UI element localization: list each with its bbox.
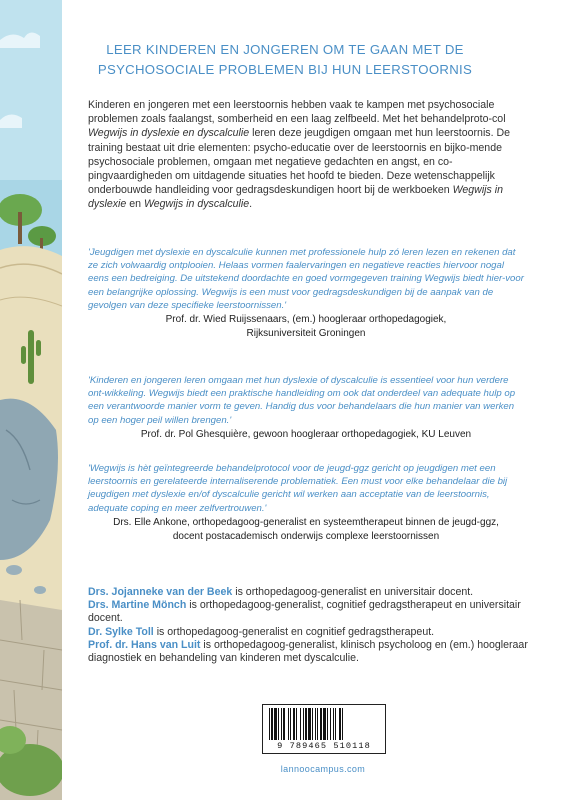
barcode-bar: [317, 708, 318, 740]
author-description: is orthopedagoog-generalist en cognitief gedragstherapeut.: [153, 625, 435, 638]
cover-illustration: [0, 0, 62, 800]
endorsement-quote-2: [88, 374, 524, 442]
intro-title-2: Wegwijs in dyslexie: [88, 184, 504, 211]
barcode-bar: [283, 708, 285, 740]
author-name: Prof. dr. Hans van Luit: [88, 638, 201, 651]
barcode-bar: [339, 708, 341, 740]
author-description: is orthopedagoog-generalist en universitair docent.: [232, 586, 474, 598]
barcode-bar: [333, 708, 334, 740]
barcode-bar: [274, 708, 277, 740]
author-bio: [88, 626, 528, 639]
barcode-bar: [315, 708, 316, 740]
quote-source-line-1: Prof. dr. Wied Ruijssenaars, (em.) hoogleraar orthopedagogiek,: [165, 314, 447, 326]
quote-text: 'Jeugdigen met dyslexie en dyscalculie kunnen met professionele hulp zó leren lezen en rekenen dat ze zich volwaardig ontplooien. Helaas vormen faalervaringen en negatieve reacties hiervoor nogal eens een bedreiging. De uitstekend doordachte en goed vormgegeven training Wegwijs biedt hier-voor een belangrijke oplossing. Wegwijs is een must voor gedragsdeskundigen bij de aanpak van de gevolgen van deze specifieke leerstoornissen.': [88, 247, 524, 311]
author-description: is orthopedagoog-generalist, cognitief gedragstherapeut en universitair docent.: [88, 599, 521, 625]
quote-source-line-2: Rijksuniversiteit Groningen: [246, 328, 366, 340]
author-name: Drs. Martine Mönch: [88, 599, 187, 612]
headline: [40, 40, 530, 80]
quote-text: 'Wegwijs is hèt geïntegreerde behandelprotocol voor de jeugd-ggz gericht op jeugdigen met een leerstoornis en gerelateerde internaliserende problematiek. Een must voor elke behandelaar die bij jeugdigen met dyslexie en/of dyscalculie gericht wil werken aan acceptatie van de leerstoornis, adequate coping en meer zelfvertrouwen.': [88, 463, 508, 514]
barcode-bar: [308, 708, 311, 740]
isbn-number: 9 789465 510118: [277, 741, 371, 751]
isbn-barcode: [262, 704, 386, 754]
quote-source-line-1: Drs. Elle Ankone, orthopedagoog-generalist en systeemtherapeut binnen de jeugd-ggz,: [113, 516, 499, 528]
author-bio: [88, 599, 528, 625]
intro-paragraph: [88, 98, 524, 212]
author-description: is orthopedagoog-generalist, klinisch psycholoog en (em.) hoogleraar diagnostiek en behandeling van kinderen met dyscalculie.: [88, 638, 528, 665]
barcode-bar: [303, 708, 304, 740]
intro-text-3: en: [126, 198, 144, 211]
quote-source-line-1: Prof. dr. Pol Ghesquière, gewoon hoogleraar orthopedagogiek, KU Leuven: [140, 428, 472, 440]
endorsement-quote-1: [88, 246, 524, 341]
publisher-url: lannoocampus.com: [280, 764, 366, 774]
barcode-bar: [288, 708, 289, 740]
barcode-bar: [281, 708, 282, 740]
barcode-bar: [269, 708, 270, 740]
intro-text-2: leren deze jeugdigen omgaan met hun leerstoornis. De training bestaat uit drie elementen: psycho-educatie over de leerstoornis en bijko-mende psychosociale problemen, omgaan met negatieve gedachten en angst, en co-pingvaardigheden om uitdagende situaties het hoofd te bieden. Deze wetenschappelijk onderbouwde handleiding voor gedragsdeskundigen hoort bij de werkboeken: [88, 127, 511, 197]
author-name: Drs. Jojanneke van der Beek: [88, 586, 233, 598]
barcode-bar: [327, 708, 328, 740]
barcode-bars: [267, 708, 381, 740]
barcode-bar: [300, 708, 301, 740]
quote-text: 'Kinderen en jongeren leren omgaan met hun dyslexie of dyscalculie is essentieel voor hun verdere ont-wikkeling. Wegwijs biedt een praktische handleiding om ook dat onderdeel van adequate hulp op een verantwoorde manier vorm te geven. Handig dus voor behandelaars die hun manier van werken op een hoger peil willen brengen.': [88, 375, 516, 426]
headline-line-1: LEER KINDEREN EN JONGEREN OM TE GAAN MET DE: [106, 42, 464, 57]
barcode-bar: [271, 708, 273, 740]
intro-title-1: Wegwijs in dyslexie en dyscalculie: [88, 127, 250, 140]
intro-title-3: Wegwijs in dyscalculie: [143, 198, 250, 211]
barcode-bar: [278, 708, 279, 740]
barcode-bar: [320, 708, 322, 740]
author-bio: [88, 639, 528, 665]
endorsement-quote-3: [88, 462, 524, 544]
barcode-bar: [290, 708, 291, 740]
intro-text-4: .: [249, 198, 253, 211]
intro-text-1: Kinderen en jongeren met een leerstoornis hebben vaak te kampen met psychosociale problemen zoals faalangst, somberheid en een laag zelfbeeld. Met het behandelproto-col: [88, 99, 506, 126]
barcode-bar: [305, 708, 307, 740]
author-bios: [88, 586, 528, 665]
barcode-bar: [342, 708, 343, 740]
barcode-bar: [296, 708, 297, 740]
barcode-bar: [323, 708, 326, 740]
author-name: Dr. Sylke Toll: [88, 625, 154, 638]
quote-source-line-2: docent postacademisch onderwijs complexe leerstoornissen: [172, 530, 440, 542]
author-bio: [88, 586, 528, 599]
barcode-bar: [293, 708, 295, 740]
headline-line-2: PSYCHOSOCIALE PROBLEMEN BIJ HUN LEERSTOORNIS: [97, 62, 473, 77]
barcode-bar: [312, 708, 313, 740]
barcode-bar: [335, 708, 336, 740]
barcode-bar: [330, 708, 331, 740]
